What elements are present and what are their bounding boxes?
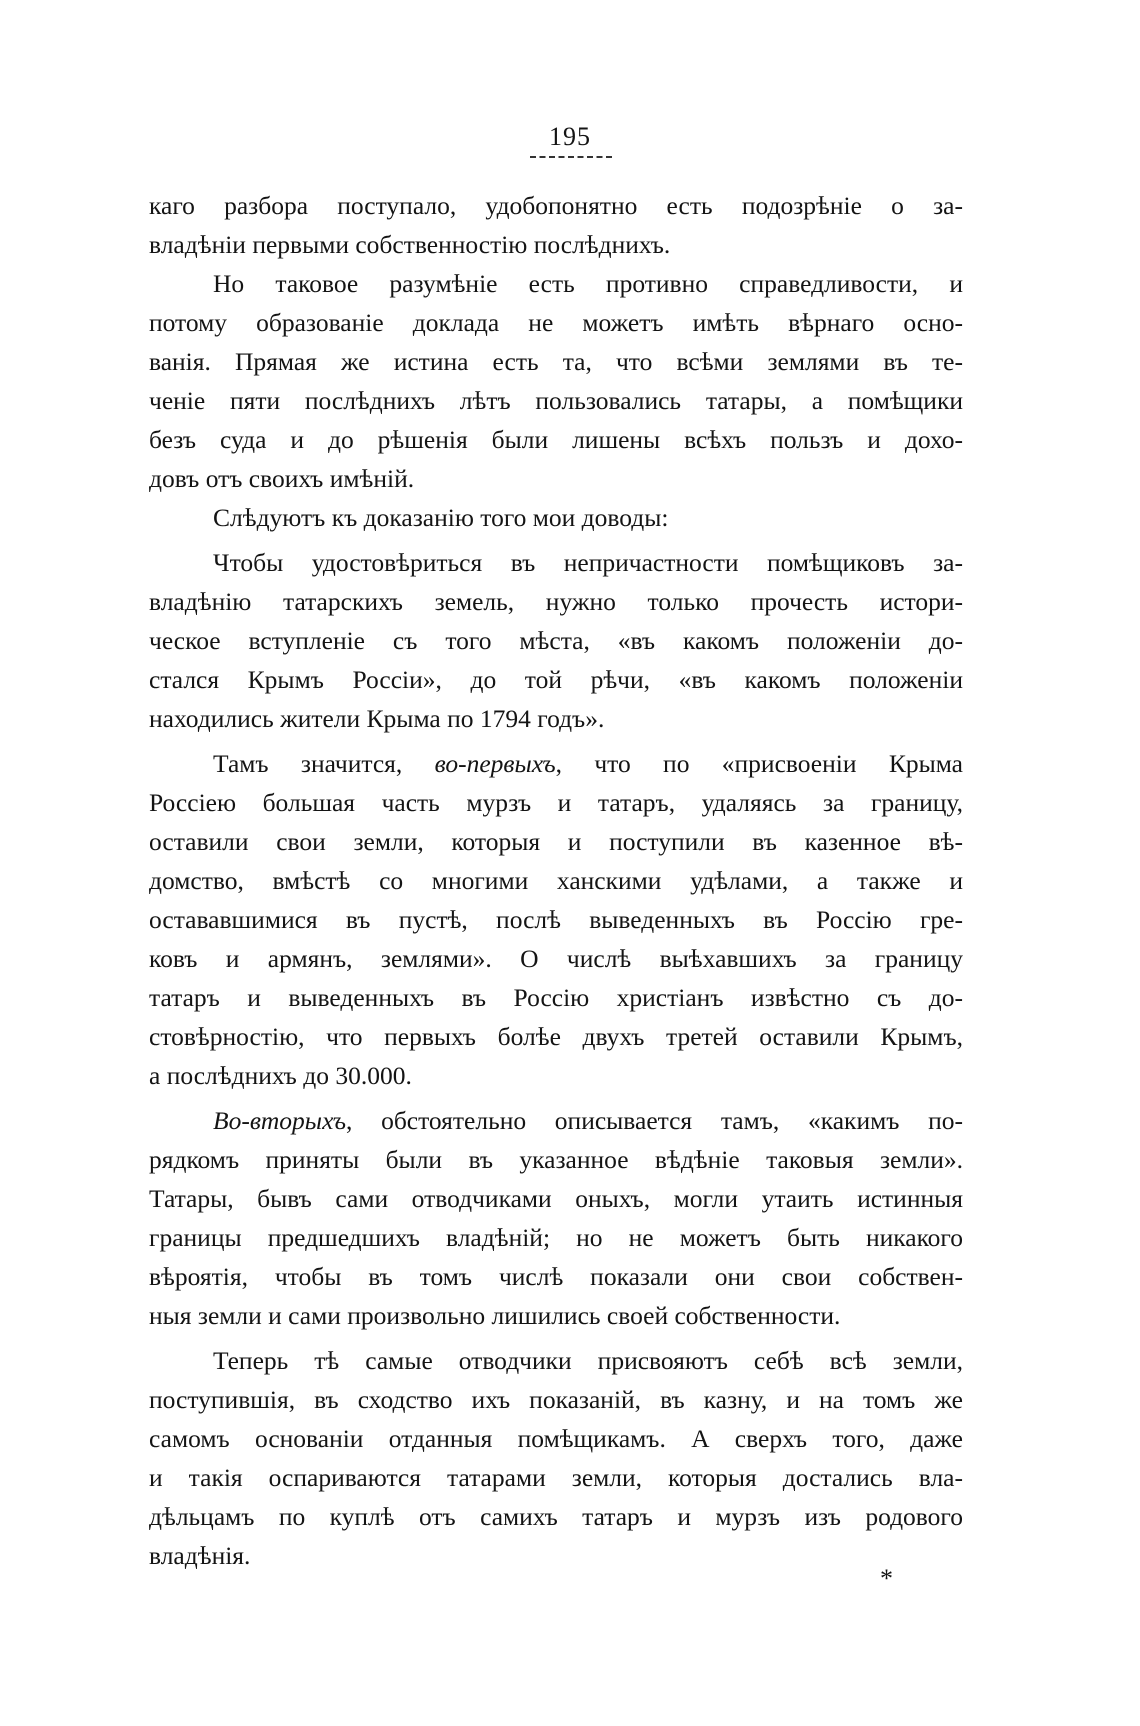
text-line: безъ суда и до рѣшенія были лишены всѣхъ пользъ и дохо-: [149, 425, 963, 454]
text-line: поступившія, въ сходство ихъ показаній, въ казну, и на томъ же: [149, 1385, 963, 1414]
text-line: ванія. Прямая же истина есть та, что всѣми землями въ те-: [149, 347, 963, 376]
text-line: Теперь тѣ самые отводчики присвояютъ себѣ всѣ земли,: [213, 1346, 963, 1375]
text-line: а послѣднихъ до 30.000.: [149, 1061, 412, 1090]
italic-emphasis: во-первыхъ: [434, 749, 556, 778]
page-number: 195: [549, 122, 591, 151]
text-line: ческое вступленіе съ того мѣста, «въ какомъ положеніи до-: [149, 626, 963, 655]
text-line: дѣльцамъ по куплѣ отъ самихъ татаръ и мурзъ изъ родового: [149, 1502, 963, 1531]
text-line: татаръ и выведенныхъ въ Россію христіанъ извѣстно съ до-: [149, 983, 963, 1012]
text-line: довъ отъ своихъ имѣній.: [149, 464, 415, 493]
text-line: Во-вторыхъ, обстоятельно описывается тамъ, «какимъ по-: [213, 1106, 963, 1135]
text-line: Но таковое разумѣніе есть противно справедливости, и: [213, 269, 963, 298]
text-line: находились жители Крыма по 1794 годъ».: [149, 704, 605, 733]
text-line: оставили свои земли, которыя и поступили въ казенное вѣ-: [149, 827, 963, 856]
text-line: Чтобы удостовѣриться въ непричастности помѣщиковъ за-: [213, 548, 963, 577]
text-line: стался Крымъ Россіи», до той рѣчи, «въ какомъ положеніи: [149, 665, 963, 694]
text-line: владѣнію татарскихъ земель, нужно только прочесть истори-: [149, 587, 963, 616]
footer-asterisk: *: [880, 1564, 893, 1593]
text-line: Слѣдуютъ къ доказанію того мои доводы:: [213, 503, 669, 532]
text-line: ченіе пяти послѣднихъ лѣтъ пользовались татары, а помѣщики: [149, 386, 963, 415]
text-line: владѣнія.: [149, 1541, 251, 1570]
italic-emphasis: Во-вторыхъ: [213, 1106, 346, 1135]
header-rule: [530, 156, 612, 158]
text-line: домство, вмѣстѣ со многими ханскими удѣлами, а также и: [149, 866, 963, 895]
text-line: вѣроятія, чтобы въ томъ числѣ показали они свои собствен-: [149, 1262, 963, 1291]
text-line: Россіею большая часть мурзъ и татаръ, удаляясь за границу,: [149, 788, 963, 817]
text-line: ковъ и армянъ, землями». О числѣ выѣхавшихъ за границу: [149, 944, 963, 973]
text-line: Тамъ значится, во-первыхъ, что по «присвоеніи Крыма: [213, 749, 963, 778]
text-line: каго разбора поступало, удобопонятно есть подозрѣніе о за-: [149, 191, 963, 220]
text-line: потому образованіе доклада не можетъ имѣть вѣрнаго осно-: [149, 308, 963, 337]
text-line: самомъ основаніи отданныя помѣщикамъ. А сверхъ того, даже: [149, 1424, 963, 1453]
text-line: владѣніи первыми собственностію послѣднихъ.: [149, 230, 671, 259]
text-line: ныя земли и сами произвольно лишились своей собственности.: [149, 1301, 841, 1330]
text-line: и такія оспариваются татарами земли, которыя достались вла-: [149, 1463, 963, 1492]
text-line: стовѣрностію, что первыхъ болѣе двухъ третей оставили Крымъ,: [149, 1022, 963, 1051]
text-body: [149, 186, 963, 1575]
text-line: рядкомъ приняты были въ указанное вѣдѣніе таковыя земли».: [149, 1145, 963, 1174]
text-line: остававшимися въ пустѣ, послѣ выведенныхъ въ Россію гре-: [149, 905, 963, 934]
text-line: границы предшедшихъ владѣній; но не можетъ быть никакого: [149, 1223, 963, 1252]
text-line: Татары, бывъ сами отводчиками оныхъ, могли утаить истинныя: [149, 1184, 963, 1213]
